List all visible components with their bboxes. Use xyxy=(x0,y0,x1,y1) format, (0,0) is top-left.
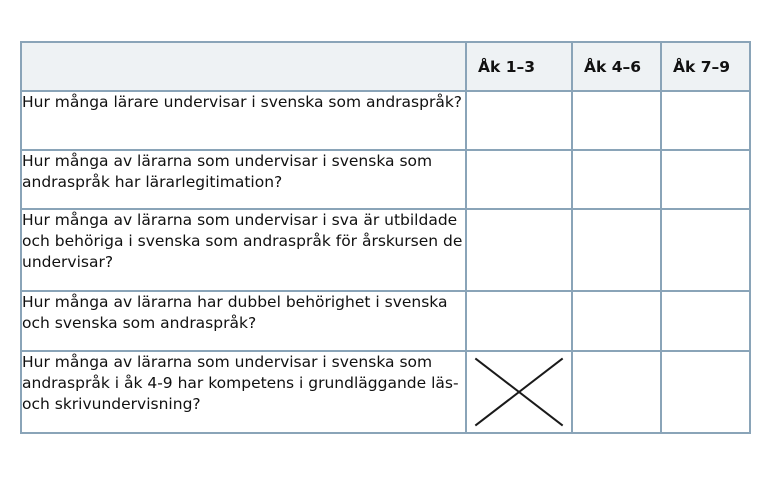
column-header-ak-4-6: Åk 4–6 xyxy=(572,42,661,91)
answer-cell-ak-4-6[interactable] xyxy=(572,150,661,209)
answer-cell-ak-1-3[interactable] xyxy=(466,91,572,150)
survey-table xyxy=(20,41,751,434)
column-header-ak-7-9: Åk 7–9 xyxy=(661,42,750,91)
answer-cell-ak-1-3[interactable] xyxy=(466,209,572,291)
crossed-out-cell-ak-1-3 xyxy=(466,351,572,433)
answer-cell-ak-7-9[interactable] xyxy=(661,209,750,291)
answer-cell-ak-4-6[interactable] xyxy=(572,351,661,433)
cross-mark-icon xyxy=(467,352,571,432)
answer-cell-ak-7-9[interactable] xyxy=(661,91,750,150)
question-cell: Hur många av lärarna som undervisar i svenska som andraspråk har lärarlegitimation? xyxy=(21,150,466,209)
header-row xyxy=(21,42,750,91)
table-row xyxy=(21,91,750,150)
question-cell: Hur många av lärarna har dubbel behörighet i svenska och svenska som andraspråk? xyxy=(21,291,466,351)
table-row xyxy=(21,351,750,433)
answer-cell-ak-4-6[interactable] xyxy=(572,91,661,150)
table-row xyxy=(21,150,750,209)
answer-cell-ak-4-6[interactable] xyxy=(572,291,661,351)
answer-cell-ak-7-9[interactable] xyxy=(661,291,750,351)
table-row xyxy=(21,209,750,291)
question-cell: Hur många av lärarna som undervisar i svenska som andraspråk i åk 4-9 har kompetens i grundläggande läs- och skrivundervisning? xyxy=(21,351,466,433)
header-corner-cell xyxy=(21,42,466,91)
answer-cell-ak-1-3[interactable] xyxy=(466,291,572,351)
answer-cell-ak-1-3[interactable] xyxy=(466,150,572,209)
answer-cell-ak-7-9[interactable] xyxy=(661,351,750,433)
question-cell: Hur många av lärarna som undervisar i sva är utbildade och behöriga i svenska som andraspråk för årskursen de undervisar? xyxy=(21,209,466,291)
answer-cell-ak-7-9[interactable] xyxy=(661,150,750,209)
answer-cell-ak-4-6[interactable] xyxy=(572,209,661,291)
table-row xyxy=(21,291,750,351)
question-cell: Hur många lärare undervisar i svenska som andraspråk? xyxy=(21,91,466,150)
column-header-ak-1-3: Åk 1–3 xyxy=(466,42,572,91)
